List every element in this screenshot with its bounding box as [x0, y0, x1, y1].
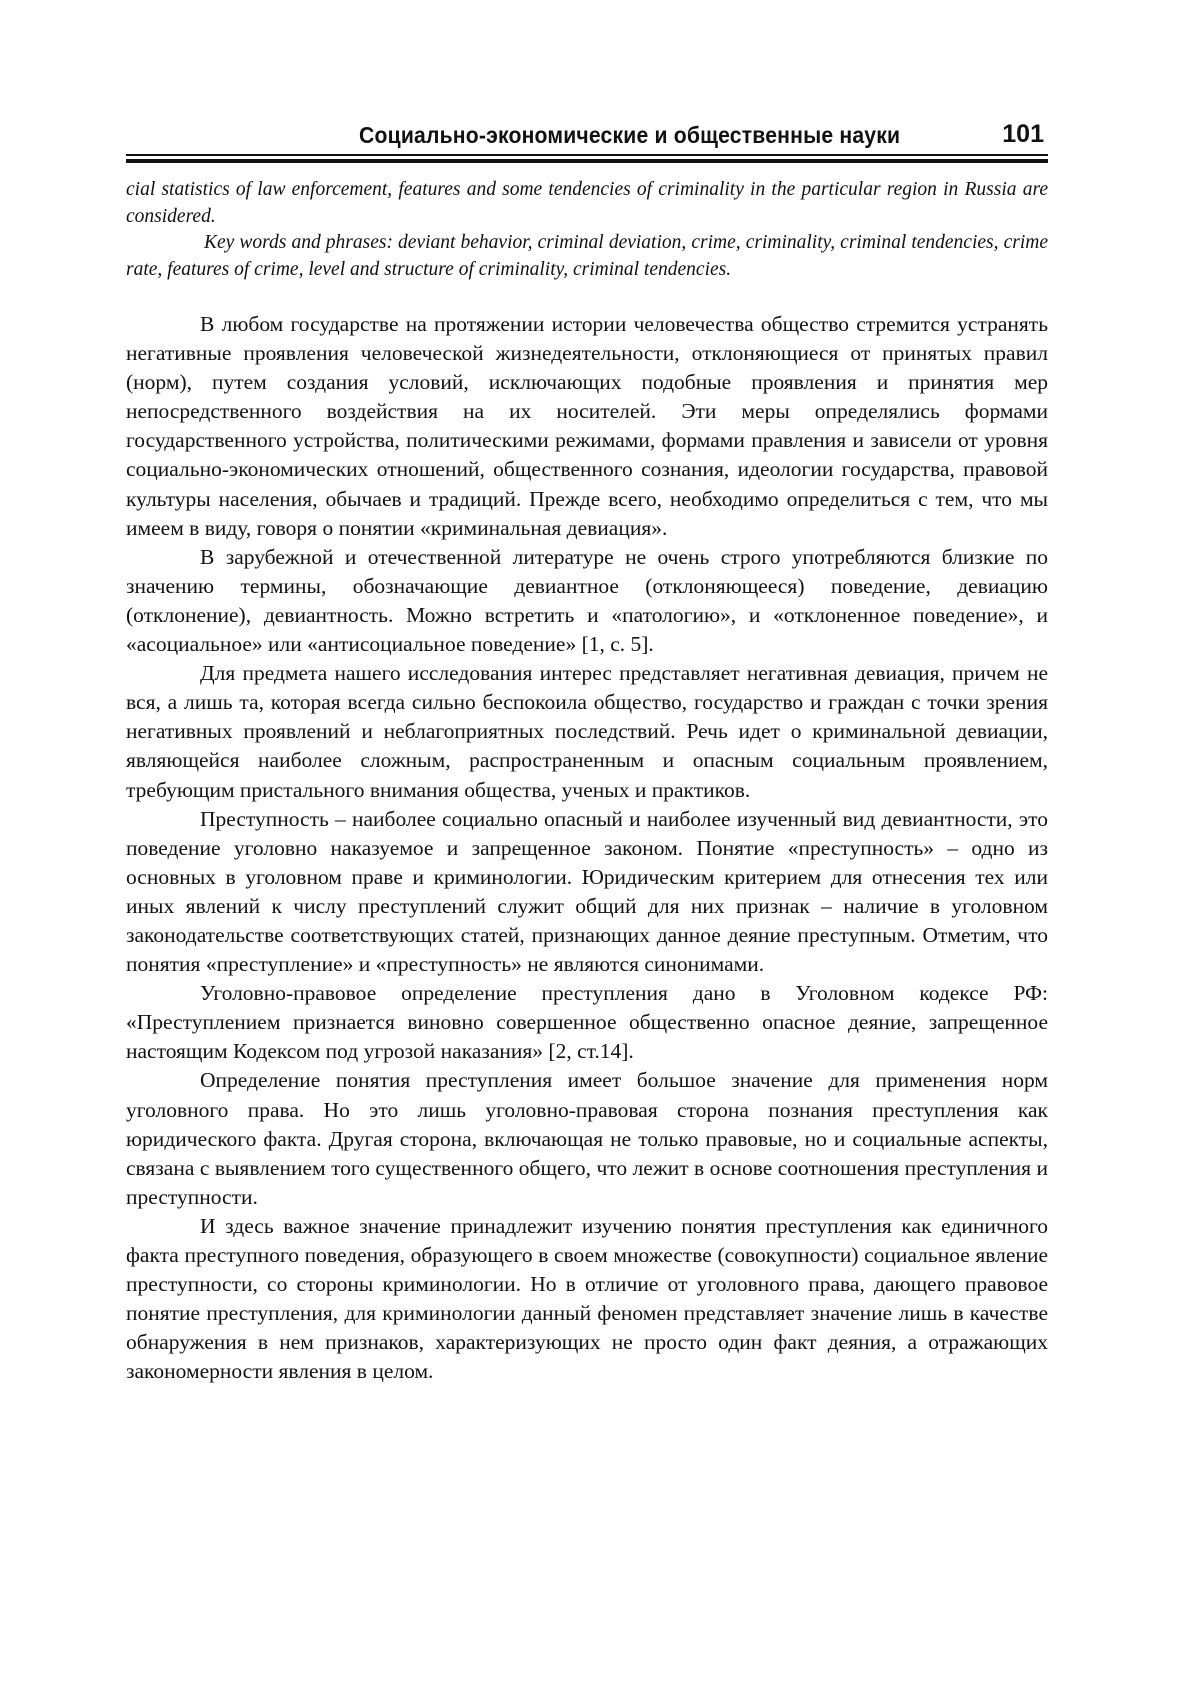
article-body [126, 310, 1048, 1386]
body-paragraph: Определение понятия преступления имеет большое значение для применения норм уголовного права. Но это лишь уголовно-правовая сторона познания преступления как юридического факта. Другая сторона, включающая не только правовые, но и социальные аспекты, связана с выявлением того существенного общего, что лежит в основе соотношения преступления и преступности. [126, 1068, 1048, 1209]
section-title: Социально-экономические и общественные науки [358, 122, 900, 148]
body-paragraph: В зарубежной и отечественной литературе не очень строго употребляются близкие по значению термины, обозначающие девиантное (отклоняющееся) поведение, девиацию (отклонение), девиантность. Можно встретить и «патологию», и «отклоненное поведение», и «асоциальное» или «антисоциальное поведение» [1, с. 5]. [126, 544, 1048, 657]
page-number: 101 [1002, 120, 1044, 148]
body-paragraph: Уголовно-правовое определение преступления дано в Уголовном кодексе РФ: «Преступлением признается виновно совершенное общественно опасное деяние, запрещенное настоящим Кодексом под угрозой наказания» [2, ст.14]. [126, 981, 1048, 1064]
body-paragraph: В любом государстве на протяжении истории человечества общество стремится устранять негативные проявления человеческой жизнедеятельности, отклоняющиеся от принятых правил (норм), путем создания условий, исключающих подобные проявления и принятия мер непосредственного воздействия на их носителей. Эти меры определялись формами государственного устройства, политическими режимами, формами правления и зависели от уровня социально-экономических отношений, общественного сознания, идеологии государства, правовой культуры населения, обычаев и традиций. Прежде всего, необходимо определиться с тем, что мы имеем в виду, говоря о понятии «криминальная девиация». [126, 312, 1048, 540]
body-paragraph: Для предмета нашего исследования интерес представляет негативная девиация, причем не вся, а лишь та, которая всегда сильно беспокоила общество, государство и граждан с точки зрения негативных проявлений и неблагоприятных последствий. Речь идет о криминальной девиации, являющейся наиболее сложным, распространенным и опасным социальным проявлением, требующим пристального внимания общества, ученых и практиков. [126, 661, 1048, 802]
header-rule-thin [126, 154, 1048, 156]
english-abstract [126, 177, 1048, 283]
running-header [126, 116, 1048, 154]
body-paragraph: И здесь важное значение принадлежит изучению понятия преступления как единичного факта преступного поведения, образующего в своем множестве (совокупности) социальное явление преступности, со стороны криминологии. Но в отличие от уголовного права, дающего правовое понятие преступления, для криминологии данный феномен представляет значение лишь в качестве обнаружения в нем признаков, характеризующих не просто один факт деяния, а отражающих закономерности явления в целом. [126, 1213, 1048, 1384]
header-rule-thick [126, 159, 1048, 163]
abstract-continuation: cial statistics of law enforcement, features and some tendencies of criminality in the particular region in Russia are considered. [126, 179, 1048, 227]
abstract-keywords: Key words and phrases: deviant behavior, criminal deviation, crime, criminality, criminal tendencies, crime rate, features of crime, level and structure of criminality, criminal tendencies. [126, 232, 1048, 280]
body-paragraph: Преступность – наиболее социально опасный и наиболее изученный вид девиантности, это поведение уголовно наказуемое и запрещенное законом. Понятие «преступность» – одно из основных в уголовном праве и криминологии. Юридическим критерием для отнесения тех или иных явлений к числу преступлений служит общий для них признак – наличие в уголовном законодательстве соответствующих статей, признающих данное деяние преступным. Отметим, что понятия «преступление» и «преступность» не являются синонимами. [126, 806, 1048, 977]
journal-page [126, 116, 1048, 1386]
